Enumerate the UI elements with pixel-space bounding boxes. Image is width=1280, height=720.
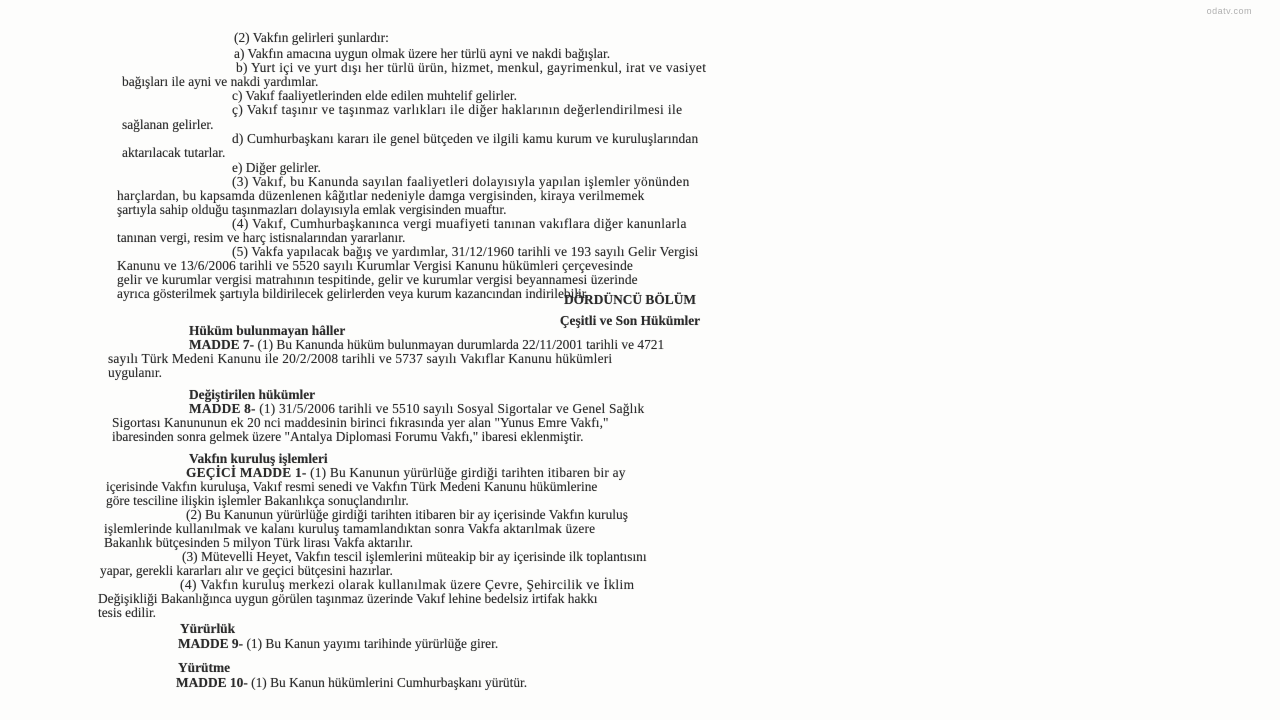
article-7-line2: sayılı Türk Medeni Kanunu ile 20/2/2008 tarihli ve 5737 sayılı Vakıflar Kanunu hükümleri [108, 351, 613, 366]
income-item-cc-line1: ç) Vakıf taşınır ve taşınmaz varlıkları ile diğer haklarının değerlendirilmesi ile [232, 102, 683, 117]
income-item-b-line2: bağışları ile ayni ve nakdi yardımlar. [122, 74, 319, 89]
article-7-line1-text: (1) Bu Kanunda hüküm bulunmayan durumlarda 22/11/2001 tarihli ve 4721 [254, 337, 665, 352]
temp-article-1-p4-line3: tesis edilir. [98, 605, 157, 620]
article-8-line3: ibaresinden sonra gelmek üzere "Antalya Diplomasi Forumu Vakfı," ibaresi eklenmiştir. [112, 429, 584, 444]
temp-article-1-p3-line2: yapar, gerekli kararları alır ve geçici bütçesini hazırlar. [100, 563, 393, 578]
income-item-d-line2: aktarılacak tutarlar. [122, 145, 226, 160]
article-9-text: (1) Bu Kanun yayımı tarihinde yürürlüğe girer. [243, 636, 499, 651]
income-item-cc-line2: sağlanan gelirler. [122, 117, 214, 132]
article-8-label: MADDE 8- [189, 401, 256, 416]
watermark: odatv.com [1206, 6, 1252, 16]
temp-article-1-line2: içerisinde Vakfın kuruluşa, Vakıf resmi senedi ve Vakfın Türk Medeni Kanunu hükümlerine [106, 479, 598, 494]
income-item-d-line1: d) Cumhurbaşkanı kararı ile genel bütçeden ve ilgili kamu kurum ve kuruluşlarından [232, 131, 699, 146]
temp-article-1-p3-line1: (3) Mütevelli Heyet, Vakfın tescil işlemlerini müteakip bir ay içerisinde ilk toplantısını [182, 549, 647, 564]
income-item-b-line1: b) Yurt içi ve yurt dışı her türlü ürün, hizmet, menkul, gayrimenkul, irat ve vasiyet [236, 60, 707, 75]
article-10-line1 [176, 675, 527, 691]
paragraph-3-line1: (3) Vakıf, bu Kanunda sayılan faaliyetleri dolayısıyla yapılan işlemler yönünden [232, 174, 690, 189]
article-10-heading: Yürütme [178, 660, 231, 675]
paragraph-5-line1: (5) Vakfa yapılacak bağış ve yardımlar, 31/12/1960 tarihli ve 193 sayılı Gelir Vergisi [232, 244, 699, 259]
article-7-line3: uygulanır. [108, 365, 162, 380]
article-9-label: MADDE 9- [178, 636, 244, 651]
article-10-text: (1) Bu Kanun hükümlerini Cumhurbaşkanı yürütür. [247, 675, 528, 690]
article-9-line1 [178, 636, 498, 652]
temp-article-1-p2-line2: işlemlerinde kullanılmak ve kalanı kuruluş tamamlandıktan sonra Vakfa aktarılmak üzere [104, 521, 596, 536]
article-7-heading: Hüküm bulunmayan hâller [189, 323, 346, 338]
temp-article-1-p2-line3: Bakanlık bütçesinden 5 milyon Türk lirası Vakfa aktarılır. [104, 535, 413, 550]
temp-article-1-label: GEÇİCİ MADDE 1- [186, 465, 307, 480]
paragraph-5-line4: ayrıca gösterilmek şartıyla bildirilecek gelirlerden veya kurum kazancından indirilebilir. [117, 286, 589, 301]
temp-article-1-p4-line2: Değişikliği Bakanlığınca uygun görülen taşınmaz üzerinde Vakıf lehine bedelsiz irtifak hakkı [98, 591, 598, 606]
paragraph-5-line2: Kanunu ve 13/6/2006 tarihli ve 5520 sayılı Kurumlar Vergisi Kanunu hükümleri çerçevesinde [117, 258, 634, 273]
article-8-line2: Sigortası Kanununun ek 20 nci maddesinin birinci fıkrasında yer alan "Yunus Emre Vakfı," [112, 415, 609, 430]
income-item-e: e) Diğer gelirler. [232, 160, 321, 175]
paragraph-3-line3: şartıyla sahip olduğu taşınmazları dolayısıyla emlak vergisinden muaftır. [117, 202, 507, 217]
article-8-line1-text: (1) 31/5/2006 tarihli ve 5510 sayılı Sosyal Sigortalar ve Genel Sağlık [255, 401, 645, 416]
article-8-heading: Değiştirilen hükümler [189, 387, 316, 402]
article-7-label: MADDE 7- [189, 337, 255, 352]
article-10-label: MADDE 10- [176, 675, 248, 690]
paragraph-4-line2: tanınan vergi, resim ve harç istisnalarından yararlanır. [117, 230, 406, 245]
paragraph-5-line3: gelir ve kurumlar vergisi matrahının tespitinde, gelir ve kurumlar vergisi beyannamesi üzerinde [117, 272, 638, 287]
temp-article-1-line1-text: (1) Bu Kanunun yürürlüğe girdiği tarihten itibaren bir ay [306, 465, 626, 480]
income-item-c: c) Vakıf faaliyetlerinden elde edilen muhtelif gelirler. [232, 88, 517, 103]
paragraph-3-line2: harçlardan, bu kapsamda düzenlenen kâğıtlar nedeniyle damga vergisinden, kiraya verilmemek [117, 188, 645, 203]
section-title: DÖRDÜNCÜ BÖLÜM [563, 292, 697, 307]
temp-article-1-p2-line1: (2) Bu Kanunun yürürlüğe girdiği tarihten itibaren bir ay içerisinde Vakfın kuruluş [186, 507, 628, 522]
temp-article-1-line3: göre tesciline ilişkin işlemler Bakanlıkça sonuçlandırılır. [106, 493, 409, 508]
temp-article-1-heading: Vakfın kuruluş işlemleri [189, 451, 328, 466]
income-header: (2) Vakfın gelirleri şunlardır: [234, 30, 389, 45]
temp-article-1-p4-line1: (4) Vakfın kuruluş merkezi olarak kullanılmak üzere Çevre, Şehircilik ve İklim [180, 577, 635, 592]
article-9-heading: Yürürlük [180, 621, 236, 636]
paragraph-4-line1: (4) Vakıf, Cumhurbaşkanınca vergi muafiyeti tanınan vakıflara diğer kanunlarla [232, 216, 687, 231]
income-item-a: a) Vakfın amacına uygun olmak üzere her türlü ayni ve nakdi bağışlar. [234, 46, 611, 61]
section-subtitle: Çeşitli ve Son Hükümler [559, 313, 701, 328]
